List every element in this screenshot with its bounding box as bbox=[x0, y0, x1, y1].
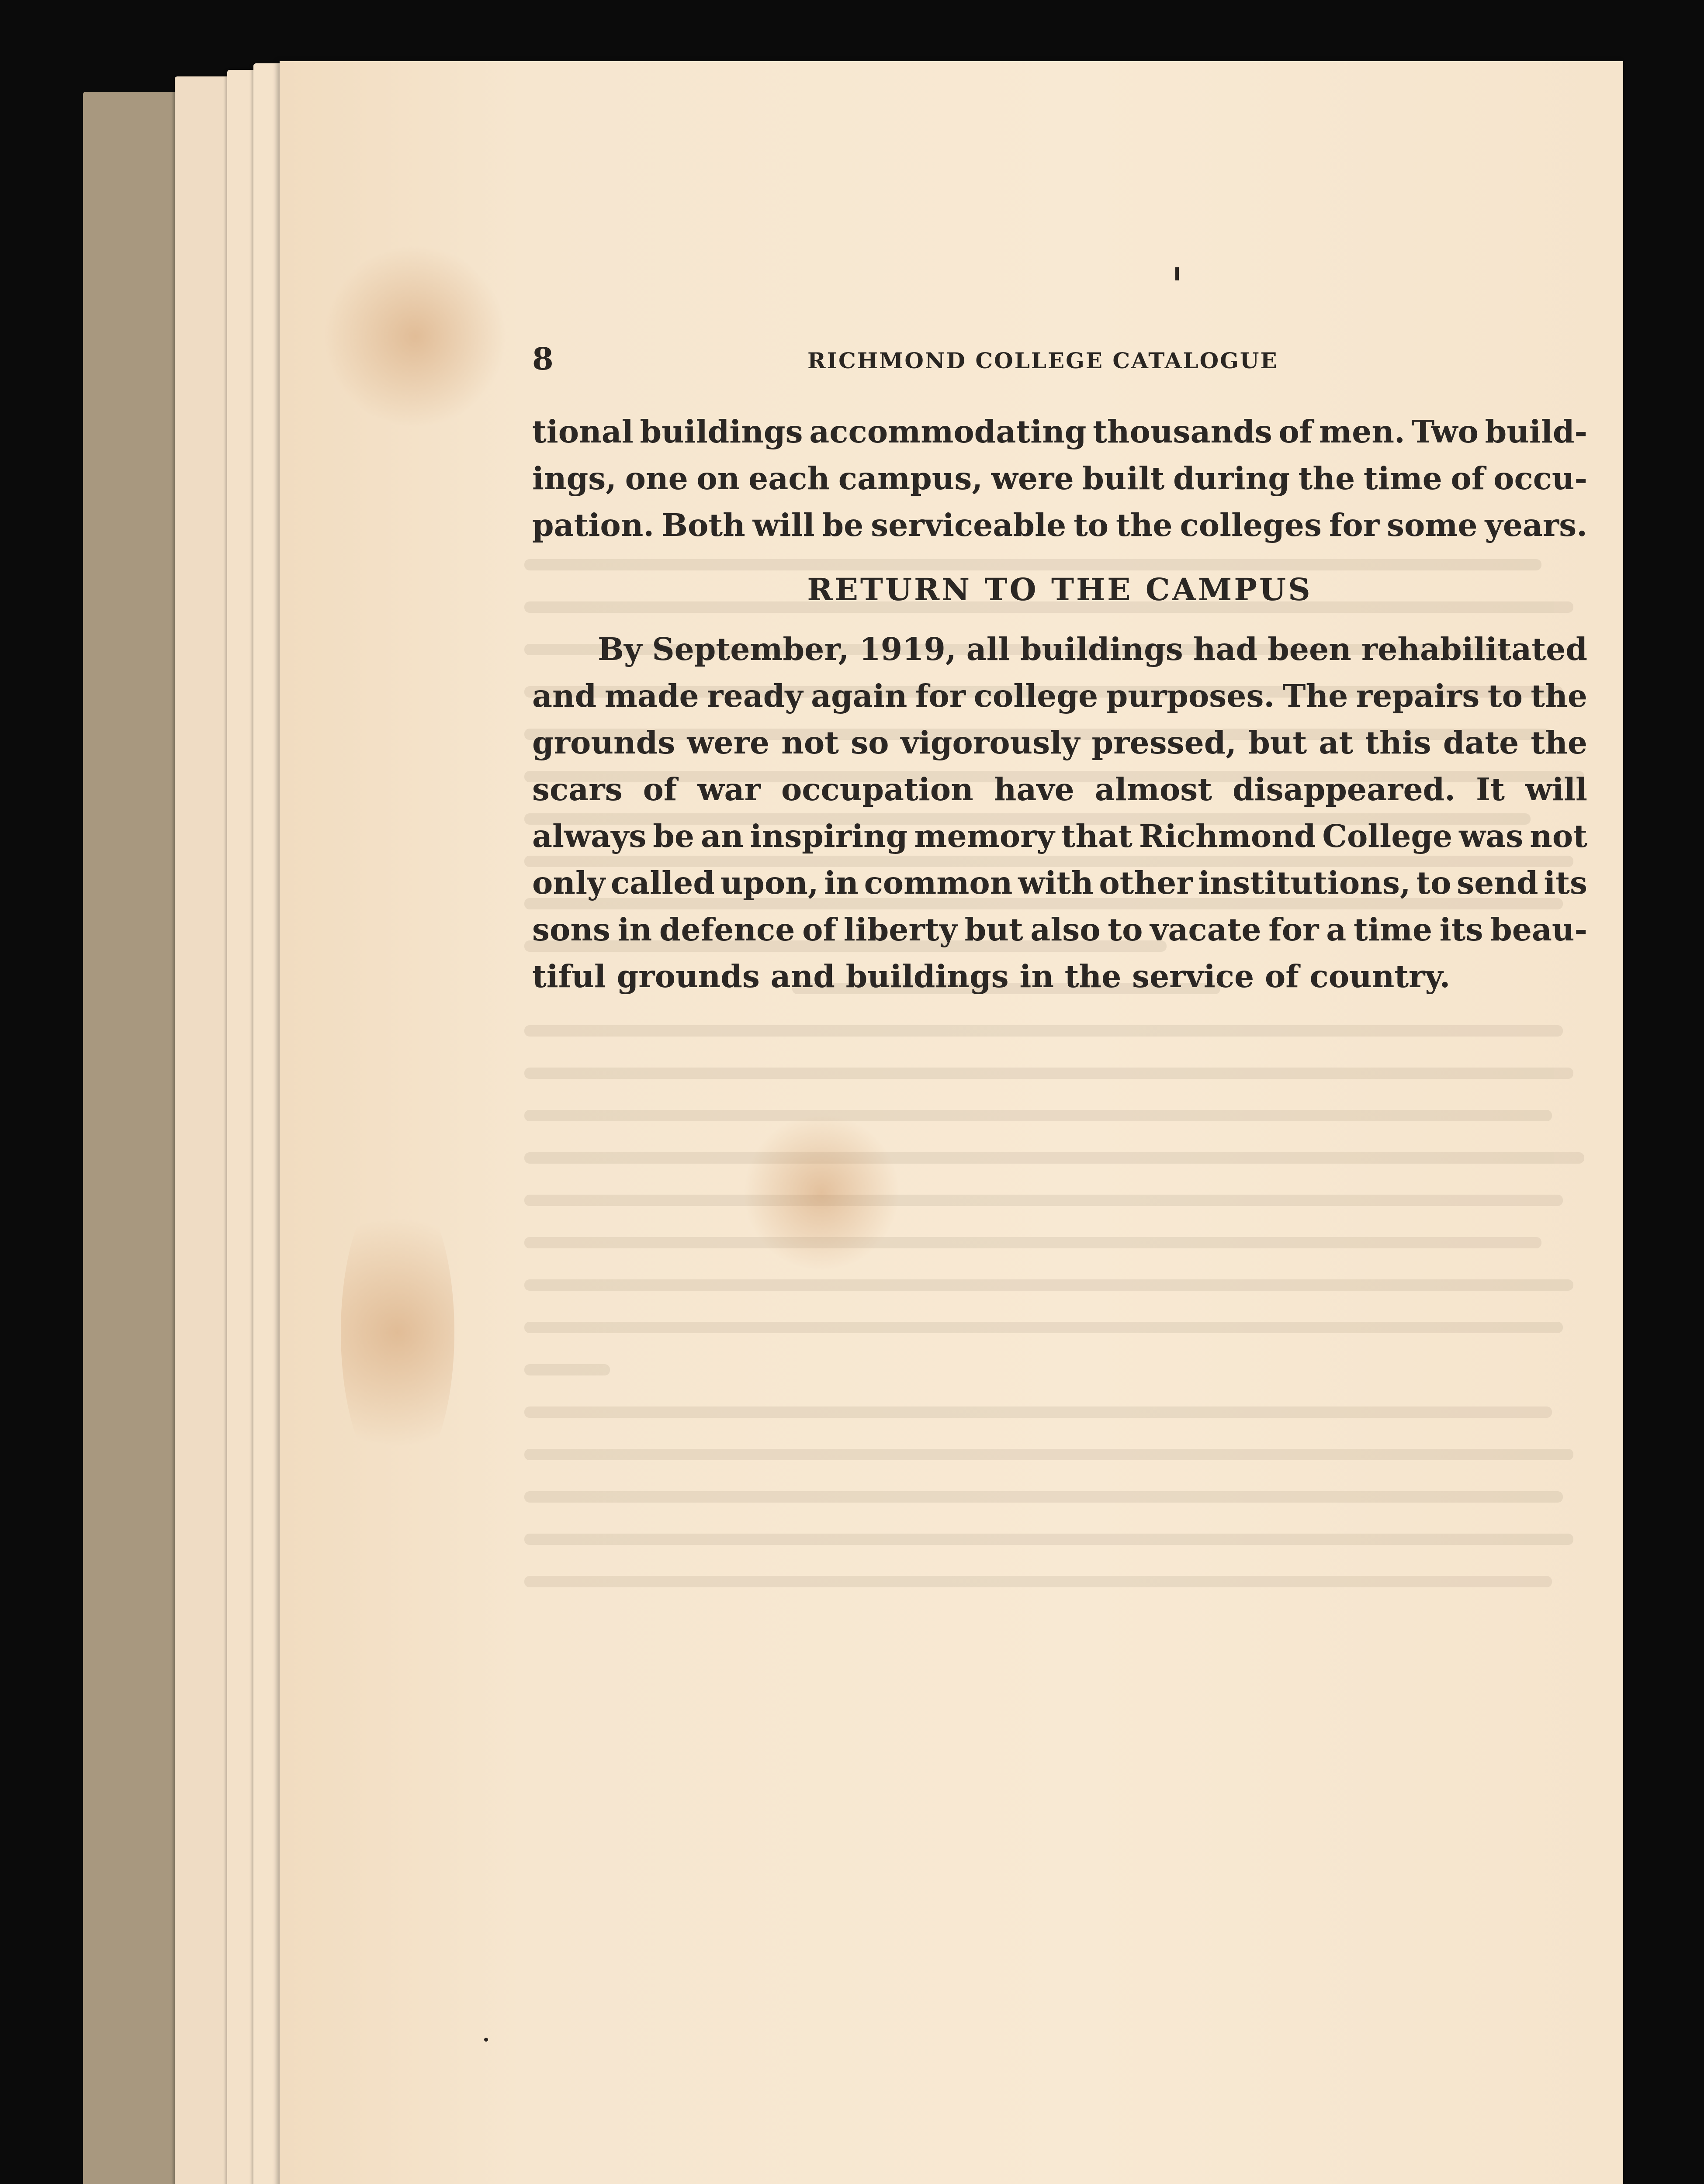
intro-paragraph bbox=[532, 408, 1587, 549]
foxing-stain bbox=[341, 1179, 454, 1485]
section-paragraph bbox=[532, 626, 1587, 1000]
text-line: sons in defence of liberty but also to vacate for a time its beau- bbox=[532, 911, 1587, 948]
text-line: and made ready again for college purposes. The repairs to the bbox=[532, 677, 1587, 714]
page-body bbox=[532, 408, 1587, 1000]
text-line: scars of war occupation have almost disappeared. It will bbox=[532, 771, 1587, 808]
text-line: By September, 1919, all buildings had been rehabilitated bbox=[598, 631, 1587, 667]
text-line: ings, one on each campus, were built during the time of occu- bbox=[532, 460, 1587, 497]
page-number: 8 bbox=[532, 341, 554, 377]
text-line: only called upon, in common with other institutions, to send its bbox=[532, 864, 1587, 901]
text-line: pation. Both will be serviceable to the colleges for some years. bbox=[532, 507, 1587, 543]
section-heading: RETURN TO THE CAMPUS bbox=[807, 571, 1313, 608]
text-line: grounds were not so vigorously pressed, but at this date the bbox=[532, 724, 1587, 761]
ink-mark bbox=[1175, 267, 1179, 280]
text-line: tional buildings accommodating thousands of men. Two build- bbox=[532, 413, 1587, 450]
page-header bbox=[532, 341, 1319, 380]
text-line: always be an inspiring memory that Richmond College was not bbox=[532, 818, 1587, 854]
running-title: RICHMOND COLLEGE CATALOGUE bbox=[807, 348, 1278, 373]
foxing-stain bbox=[743, 1114, 900, 1271]
ink-dot bbox=[484, 2038, 488, 2042]
text-line: tiful grounds and buildings in the service of country. bbox=[532, 958, 1451, 995]
foxing-stain bbox=[323, 245, 507, 428]
